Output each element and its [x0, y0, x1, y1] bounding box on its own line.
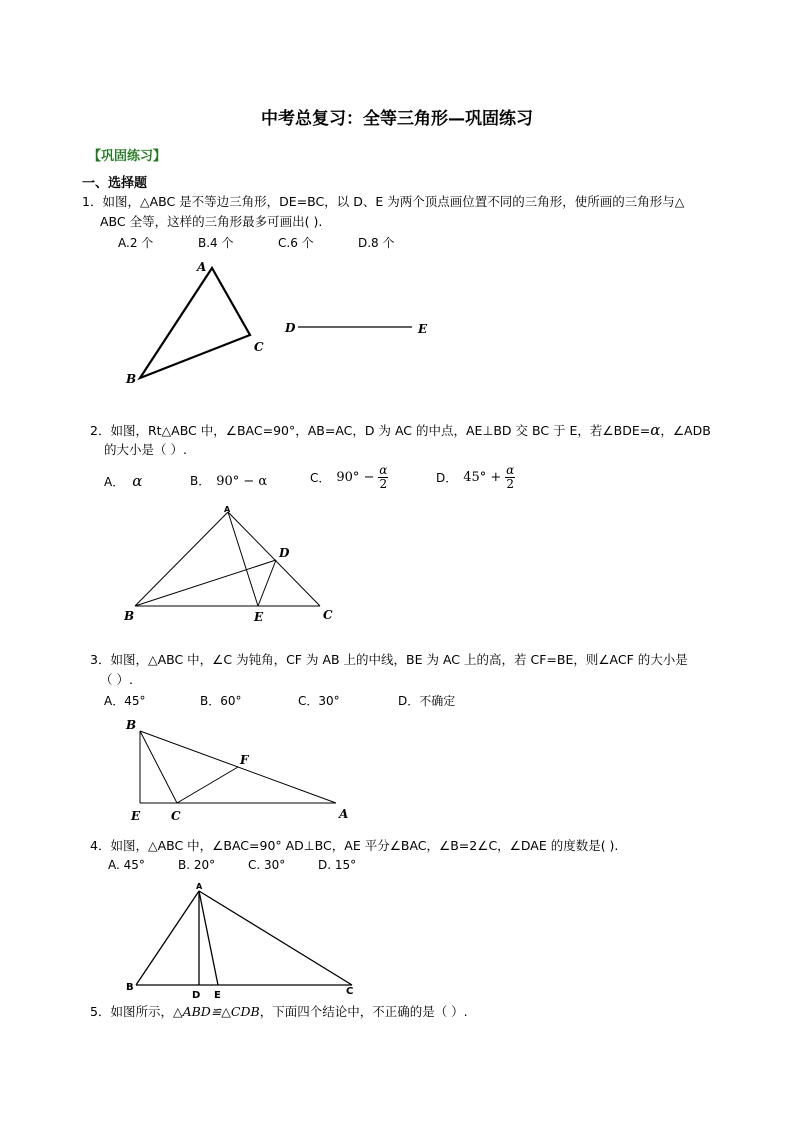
question-2-text-line2: 的大小是（ ）.: [104, 442, 187, 457]
page-title: 中考总复习：全等三角形—巩固练习: [261, 109, 533, 129]
q1-option-d: D.8 个: [358, 236, 395, 250]
q3-option-d: D．不确定: [398, 694, 456, 708]
q2-option-a-value: α: [132, 472, 143, 490]
q1-label-d: D: [285, 321, 296, 335]
q4-segment-ab: [136, 891, 199, 985]
q2-label-b: B: [124, 609, 135, 623]
q5-text-suffix: ，下面四个结论中，不正确的是（ ）.: [259, 1004, 468, 1019]
q2-label-e: E: [254, 610, 264, 624]
q2-option-b-value: 90° − α: [216, 474, 268, 489]
q2-option-b-label: B．: [190, 474, 211, 488]
question-1-text-line2: ABC 全等，这样的三角形最多可画出( ).: [100, 214, 323, 229]
q5-congruence: △ABD≌△CDB: [172, 1004, 260, 1019]
q2-label-a: A: [224, 505, 231, 514]
q2-text-main: 2．如图，Rt△ABC 中，∠BAC=90°，AB=AC，D 为 AC 的中点，AE⊥BD 交 BC 于 E，若∠BDE=: [90, 423, 651, 438]
q1-option-b: B.4 个: [198, 236, 234, 250]
q1-label-c: C: [254, 340, 264, 354]
q3-label-f: F: [240, 753, 249, 767]
q3-option-c: C．30°: [298, 694, 340, 708]
q2-option-c-label: C．: [310, 471, 331, 485]
q4-option-c: C. 30°: [248, 858, 286, 872]
q4-segment-ac: [199, 891, 352, 985]
q2-label-d: D: [279, 546, 290, 560]
q3-label-a: A: [339, 807, 349, 821]
q5-text-prefix: 5．如图所示，: [90, 1004, 173, 1019]
q1-label-e: E: [418, 322, 428, 336]
section-heading: 一、选择题: [82, 176, 148, 191]
question-3-text-line2: （ ）.: [100, 672, 133, 687]
q2-label-c: C: [323, 608, 333, 622]
q3-option-b: B．60°: [200, 694, 242, 708]
q4-option-a: A. 45°: [108, 858, 145, 872]
q2-option-c-value: 90° −: [336, 470, 375, 485]
q2-text-end: ，∠ADB: [660, 423, 711, 438]
q2-alpha: α: [650, 421, 661, 439]
q2-option-c-fraction: $\frac{\alpha}{2}$: [379, 463, 388, 491]
question-3-text: 3．如图，△ABC 中，∠C 为钝角，CF 为 AB 上的中线，BE 为 AC 上的高，若 CF=BE，则∠ACF 的大小是: [90, 652, 688, 667]
q3-label-b: B: [126, 718, 137, 732]
q3-option-a: A．45°: [104, 694, 146, 708]
q4-label-a: A: [196, 882, 203, 891]
q3-label-c: C: [171, 809, 181, 823]
q2-option-d-value: 45° +: [463, 470, 502, 485]
q4-label-d: D: [192, 990, 201, 1001]
q2-option-a-label: A．: [104, 475, 125, 489]
q2-option-d-fraction: $\frac{\alpha}{2}$: [506, 463, 515, 491]
q4-label-e: E: [214, 990, 221, 1001]
q1-label-a: A: [197, 260, 207, 274]
q4-option-d: D. 15°: [318, 858, 357, 872]
question-4-text: 4．如图，△ABC 中，∠BAC=90° AD⊥BC，AE 平分∠BAC，∠B=2∠C，∠DAE 的度数是( ).: [90, 838, 619, 853]
question-1-text: 1．如图，△ABC 是不等边三角形，DE=BC，以 D、E 为两个顶点画位置不同的三角形，使所画的三角形与△: [82, 194, 685, 209]
q1-option-a: A.2 个: [118, 236, 154, 250]
section-label: 【巩固练习】: [88, 149, 167, 164]
q1-option-c: C.6 个: [278, 236, 314, 250]
q4-label-b: B: [126, 982, 134, 993]
q4-option-b: B. 20°: [178, 858, 216, 872]
q4-segment-ae: [199, 891, 218, 985]
q3-label-e: E: [131, 809, 141, 823]
q2-option-d-label: D．: [436, 471, 458, 485]
q1-label-b: B: [126, 372, 137, 386]
q4-label-c: C: [346, 986, 354, 997]
question-5-text: [90, 1002, 468, 1022]
